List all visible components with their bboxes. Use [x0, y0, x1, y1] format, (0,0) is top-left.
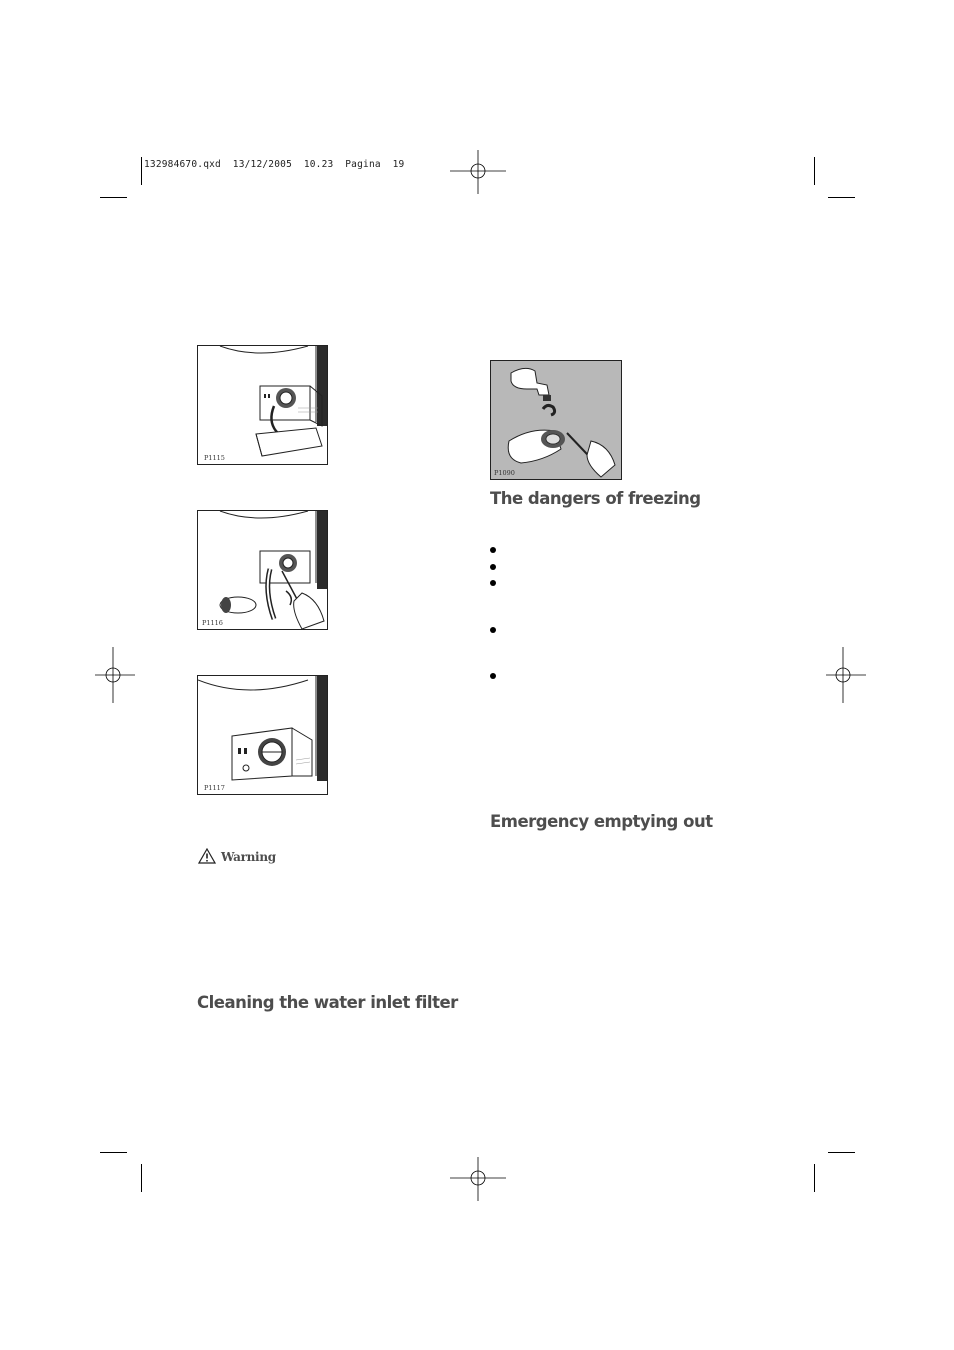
- warning-label: Warning: [221, 850, 276, 864]
- figure-inlet-filter: [490, 360, 622, 480]
- crop-mark: [828, 197, 855, 198]
- drain-pump-hose-illustration: [198, 346, 327, 464]
- registration-mark-icon: [95, 647, 135, 703]
- figure-pump-cover: [197, 675, 328, 795]
- crop-mark: [100, 197, 127, 198]
- warning-triangle-icon: [198, 848, 216, 864]
- registration-mark-icon: [450, 150, 506, 194]
- crop-mark: [141, 1164, 142, 1192]
- bullet-marker: [490, 547, 496, 553]
- figure-drain-hose: [197, 345, 328, 465]
- crop-mark: [100, 1152, 127, 1153]
- registration-mark-icon: [450, 1157, 506, 1201]
- warning-callout: [198, 848, 276, 864]
- heading-cleaning-inlet-filter: Cleaning the water inlet filter: [197, 993, 458, 1012]
- bullet-marker: [490, 673, 496, 679]
- heading-dangers-of-freezing: The dangers of freezing: [490, 489, 701, 508]
- crop-mark: [828, 1152, 855, 1153]
- print-slug-line: 132984670.qxd 13/12/2005 10.23 Pagina 19: [144, 159, 405, 170]
- figure-code: P1117: [204, 784, 225, 792]
- pump-cover-closed-illustration: [198, 676, 327, 794]
- crop-mark: [141, 157, 142, 185]
- figure-code: P1090: [494, 469, 515, 477]
- figure-code: P1115: [204, 454, 225, 462]
- figure-filter-removal: [197, 510, 328, 630]
- bullet-marker: [490, 627, 496, 633]
- figure-code: P1116: [202, 619, 223, 627]
- heading-emergency-emptying: Emergency emptying out: [490, 812, 713, 831]
- water-inlet-filter-cleaning-illustration: [491, 361, 621, 479]
- bullet-marker: [490, 564, 496, 570]
- crop-mark: [814, 1164, 815, 1192]
- crop-mark: [814, 157, 815, 185]
- bullet-marker: [490, 580, 496, 586]
- filter-removal-illustration: [198, 511, 327, 629]
- registration-mark-icon: [826, 647, 866, 703]
